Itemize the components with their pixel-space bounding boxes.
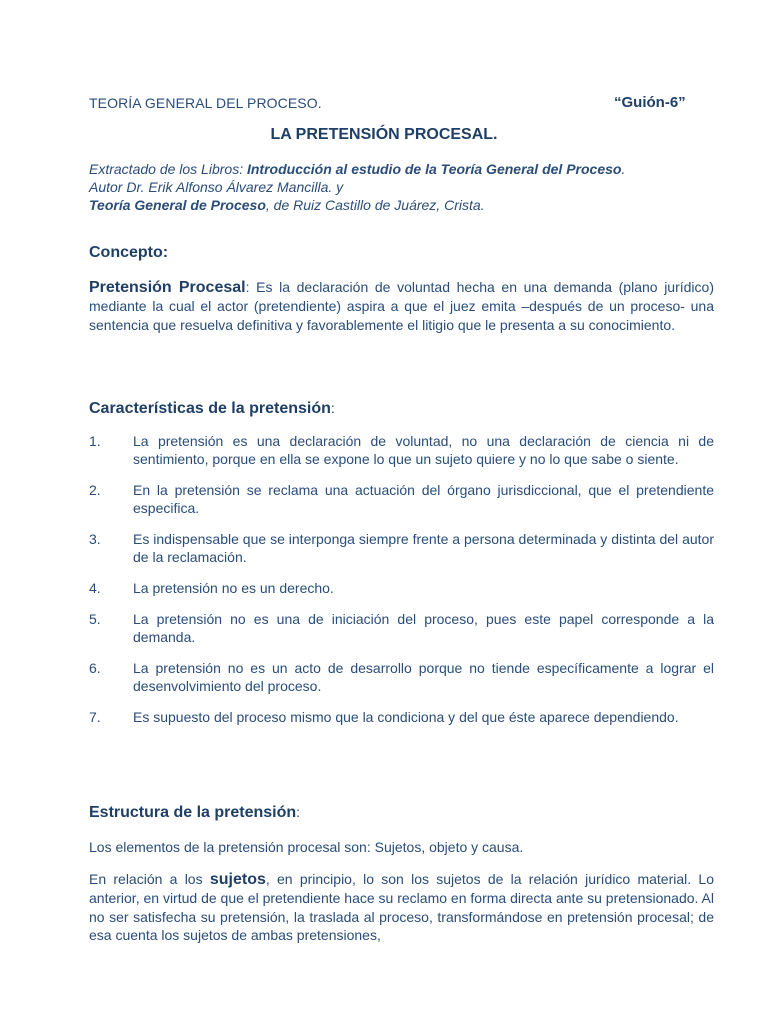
list-item (89, 432, 714, 469)
source-prefix: Extractado de los Libros: (89, 161, 247, 177)
list-text: La pretensión no es un derecho. (133, 580, 334, 597)
concepto-term: Pretensión Procesal (89, 279, 246, 296)
list-text: La pretensión no es una de iniciación del proceso, pues este papel corresponde a la demanda. (133, 611, 714, 646)
concepto-heading: Concepto: (89, 244, 169, 261)
caracteristicas-heading-text: Características de la pretensión (89, 400, 331, 417)
sujetos-text: , en principio, lo son los sujetos de la relación jurídico material. Lo anterior, en virtud de que el pretendiente hace su reclamo en forma directa ante su pretensionado. Al no ser satisfecha su pretensión, la traslada al proceso, transformándose en pretensión procesal; de esa cuenta los sujetos de ambas pretensiones, (89, 871, 714, 943)
document-title: LA PRETENSIÓN PROCESAL. (270, 126, 498, 143)
source-line1-suffix: . (621, 161, 626, 177)
estructura-sujetos-paragraph (89, 870, 714, 944)
list-item (89, 530, 714, 567)
list-item (89, 610, 714, 647)
source-line3-suffix: , de Ruiz Castillo de Juárez, Crista. (265, 197, 485, 213)
list-item (89, 481, 714, 518)
source-line-3 (89, 196, 719, 214)
estructura-heading (89, 804, 300, 822)
sujetos-prefix: En relación a los (89, 871, 210, 887)
source-line-2: Autor Dr. Erik Alfonso Álvarez Mancilla. y (89, 179, 344, 195)
list-text: La pretensión es una declaración de voluntad, no una declaración de ciencia ni de sentimiento, porque en ella se expone lo que un sujeto quiere y no lo que sabe o siente. (133, 433, 714, 468)
estructura-intro: Los elementos de la pretensión procesal son: Sujetos, objeto y causa. (89, 839, 524, 855)
list-text: Es supuesto del proceso mismo que la condiciona y del que éste aparece dependiendo. (133, 709, 679, 726)
list-item (89, 708, 714, 726)
list-number: 3. (89, 531, 101, 548)
guide-number: “Guión-6” (614, 94, 686, 111)
estructura-heading-text: Estructura de la pretensión (89, 804, 297, 821)
estructura-colon: : (296, 804, 301, 820)
caracteristicas-colon: : (330, 400, 335, 416)
source-references (89, 160, 719, 214)
characteristics-list (89, 432, 714, 739)
source-book-1: Introducción al estudio de la Teoría General del Proceso (246, 161, 622, 177)
list-number: 1. (89, 433, 101, 449)
source-book-2: Teoría General de Proceso (89, 197, 266, 213)
source-line-1 (89, 160, 719, 178)
list-number: 6. (89, 660, 101, 677)
list-text: En la pretensión se reclama una actuación del órgano jurisdiccional, que el pretendiente especifica. (133, 482, 714, 517)
list-number: 2. (89, 482, 101, 499)
list-text: Es indispensable que se interponga siempre frente a persona determinada y distinta del autor de la reclamación. (133, 531, 714, 566)
list-item (89, 579, 714, 597)
concepto-paragraph (89, 278, 714, 334)
list-number: 7. (89, 709, 101, 726)
list-text: La pretensión no es un acto de desarrollo porque no tiende específicamente a lograr el desenvolvimiento del proceso. (133, 660, 714, 695)
sujetos-term: sujetos (209, 871, 266, 888)
list-item (89, 659, 714, 696)
course-header: TEORÍA GENERAL DEL PROCESO. (89, 95, 322, 111)
concepto-text: : Es la declaración de voluntad hecha en una demanda (plano jurídico) mediante la cual el actor (pretendiente) aspira a que el juez emita –después de un proceso- una sentencia que resuelva definitiva y favorablemente el litigio que le presenta a su conocimiento. (89, 279, 714, 333)
caracteristicas-heading (89, 400, 335, 418)
list-number: 4. (89, 580, 101, 597)
list-number: 5. (89, 611, 101, 628)
